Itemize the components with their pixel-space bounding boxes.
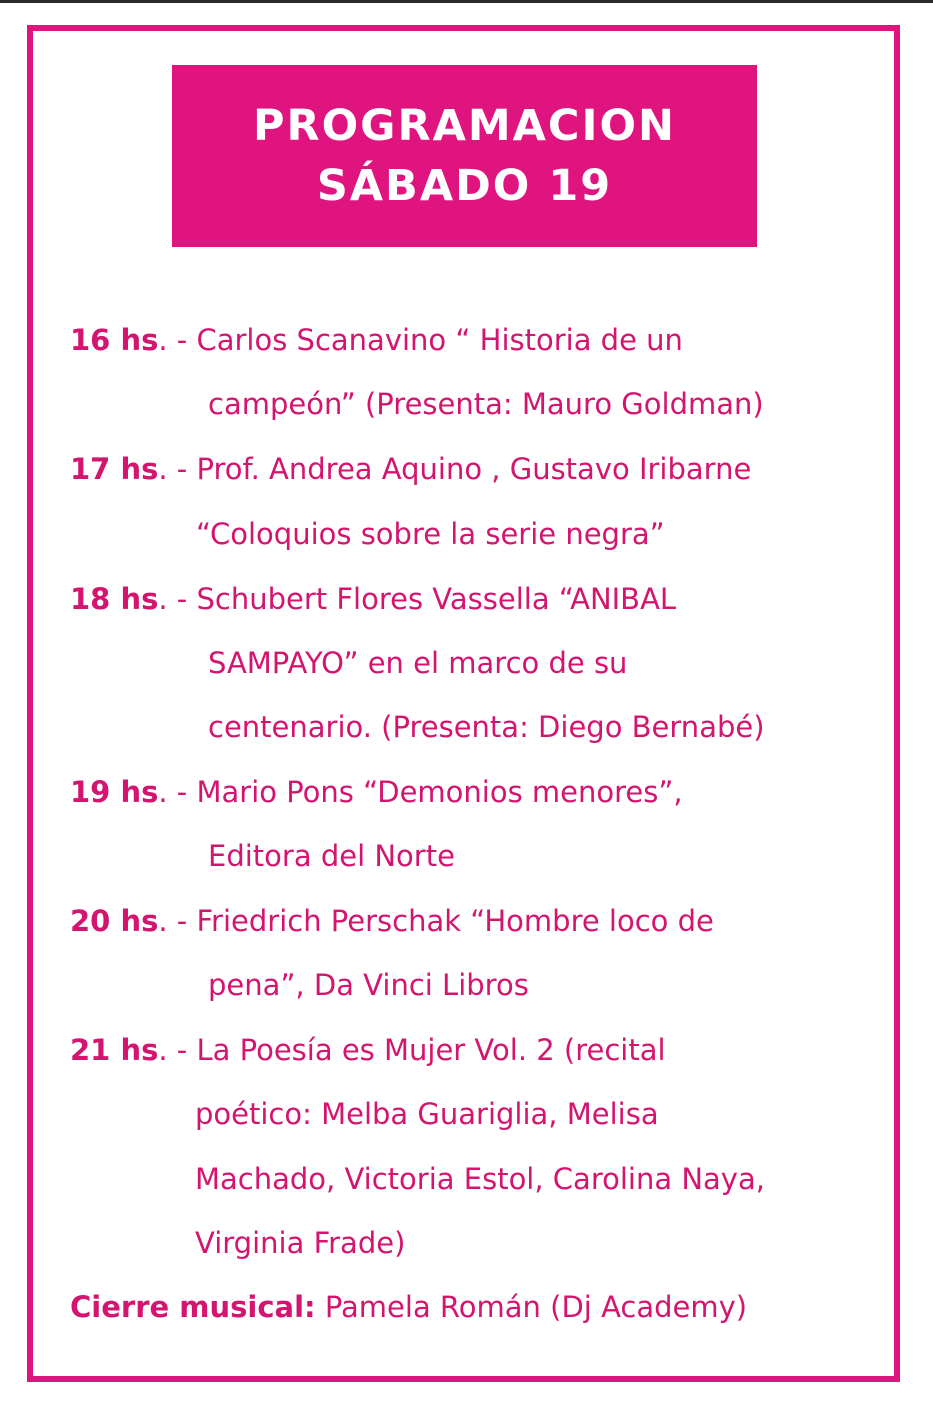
- event-text-continued: Editora del Norte: [208, 839, 455, 873]
- time-label: 17 hs: [70, 452, 159, 486]
- time-label: 19 hs: [70, 775, 159, 809]
- event-text-continued: campeón” (Presenta: Mauro Goldman): [208, 387, 764, 421]
- time-label: 18 hs: [70, 582, 159, 616]
- event-text: Mario Pons “Demonios menores”,: [196, 775, 683, 809]
- closing-label: Cierre musical:: [70, 1290, 316, 1324]
- separator: . -: [158, 582, 197, 616]
- event-text-continued: pena”, Da Vinci Libros: [208, 968, 529, 1002]
- separator: . -: [158, 775, 197, 809]
- time-label: 21 hs: [70, 1033, 159, 1067]
- event-text-continued: “Coloquios sobre la serie negra”: [196, 517, 665, 551]
- separator: . -: [158, 904, 197, 938]
- event-text-continued: Virginia Frade): [195, 1226, 406, 1260]
- event-text: La Poesía es Mujer Vol. 2 (recital: [196, 1033, 666, 1067]
- event-text-continued: centenario. (Presenta: Diego Bernabé): [208, 710, 765, 744]
- separator: . -: [158, 323, 197, 357]
- time-label: 16 hs: [70, 323, 159, 357]
- separator: . -: [158, 452, 197, 486]
- schedule-item-17: [70, 437, 751, 501]
- schedule-item-19: [70, 760, 683, 824]
- schedule-item-18: [70, 567, 676, 631]
- subtitle-text: SÁBADO 19: [316, 161, 613, 211]
- event-text: Carlos Scanavino “ Historia de un: [196, 323, 683, 357]
- schedule-item-16: [70, 308, 683, 372]
- event-text-continued: SAMPAYO” en el marco de su: [208, 646, 628, 680]
- top-divider: [0, 0, 933, 3]
- event-text-continued: Machado, Victoria Estol, Carolina Naya,: [195, 1162, 765, 1196]
- event-text: Schubert Flores Vassella “ANIBAL: [196, 582, 677, 616]
- closing-text: Pamela Román (Dj Academy): [315, 1290, 748, 1324]
- event-text-continued: poético: Melba Guariglia, Melisa: [195, 1097, 659, 1131]
- time-label: 20 hs: [70, 904, 159, 938]
- closing-line: [70, 1275, 747, 1339]
- separator: . -: [158, 1033, 197, 1067]
- title-banner: [172, 65, 757, 247]
- title-text: PROGRAMACION: [252, 101, 677, 151]
- schedule-item-20: [70, 889, 714, 953]
- event-text: Friedrich Perschak “Hombre loco de: [196, 904, 714, 938]
- event-text: Prof. Andrea Aquino , Gustavo Iribarne: [196, 452, 752, 486]
- schedule-item-21: [70, 1018, 666, 1082]
